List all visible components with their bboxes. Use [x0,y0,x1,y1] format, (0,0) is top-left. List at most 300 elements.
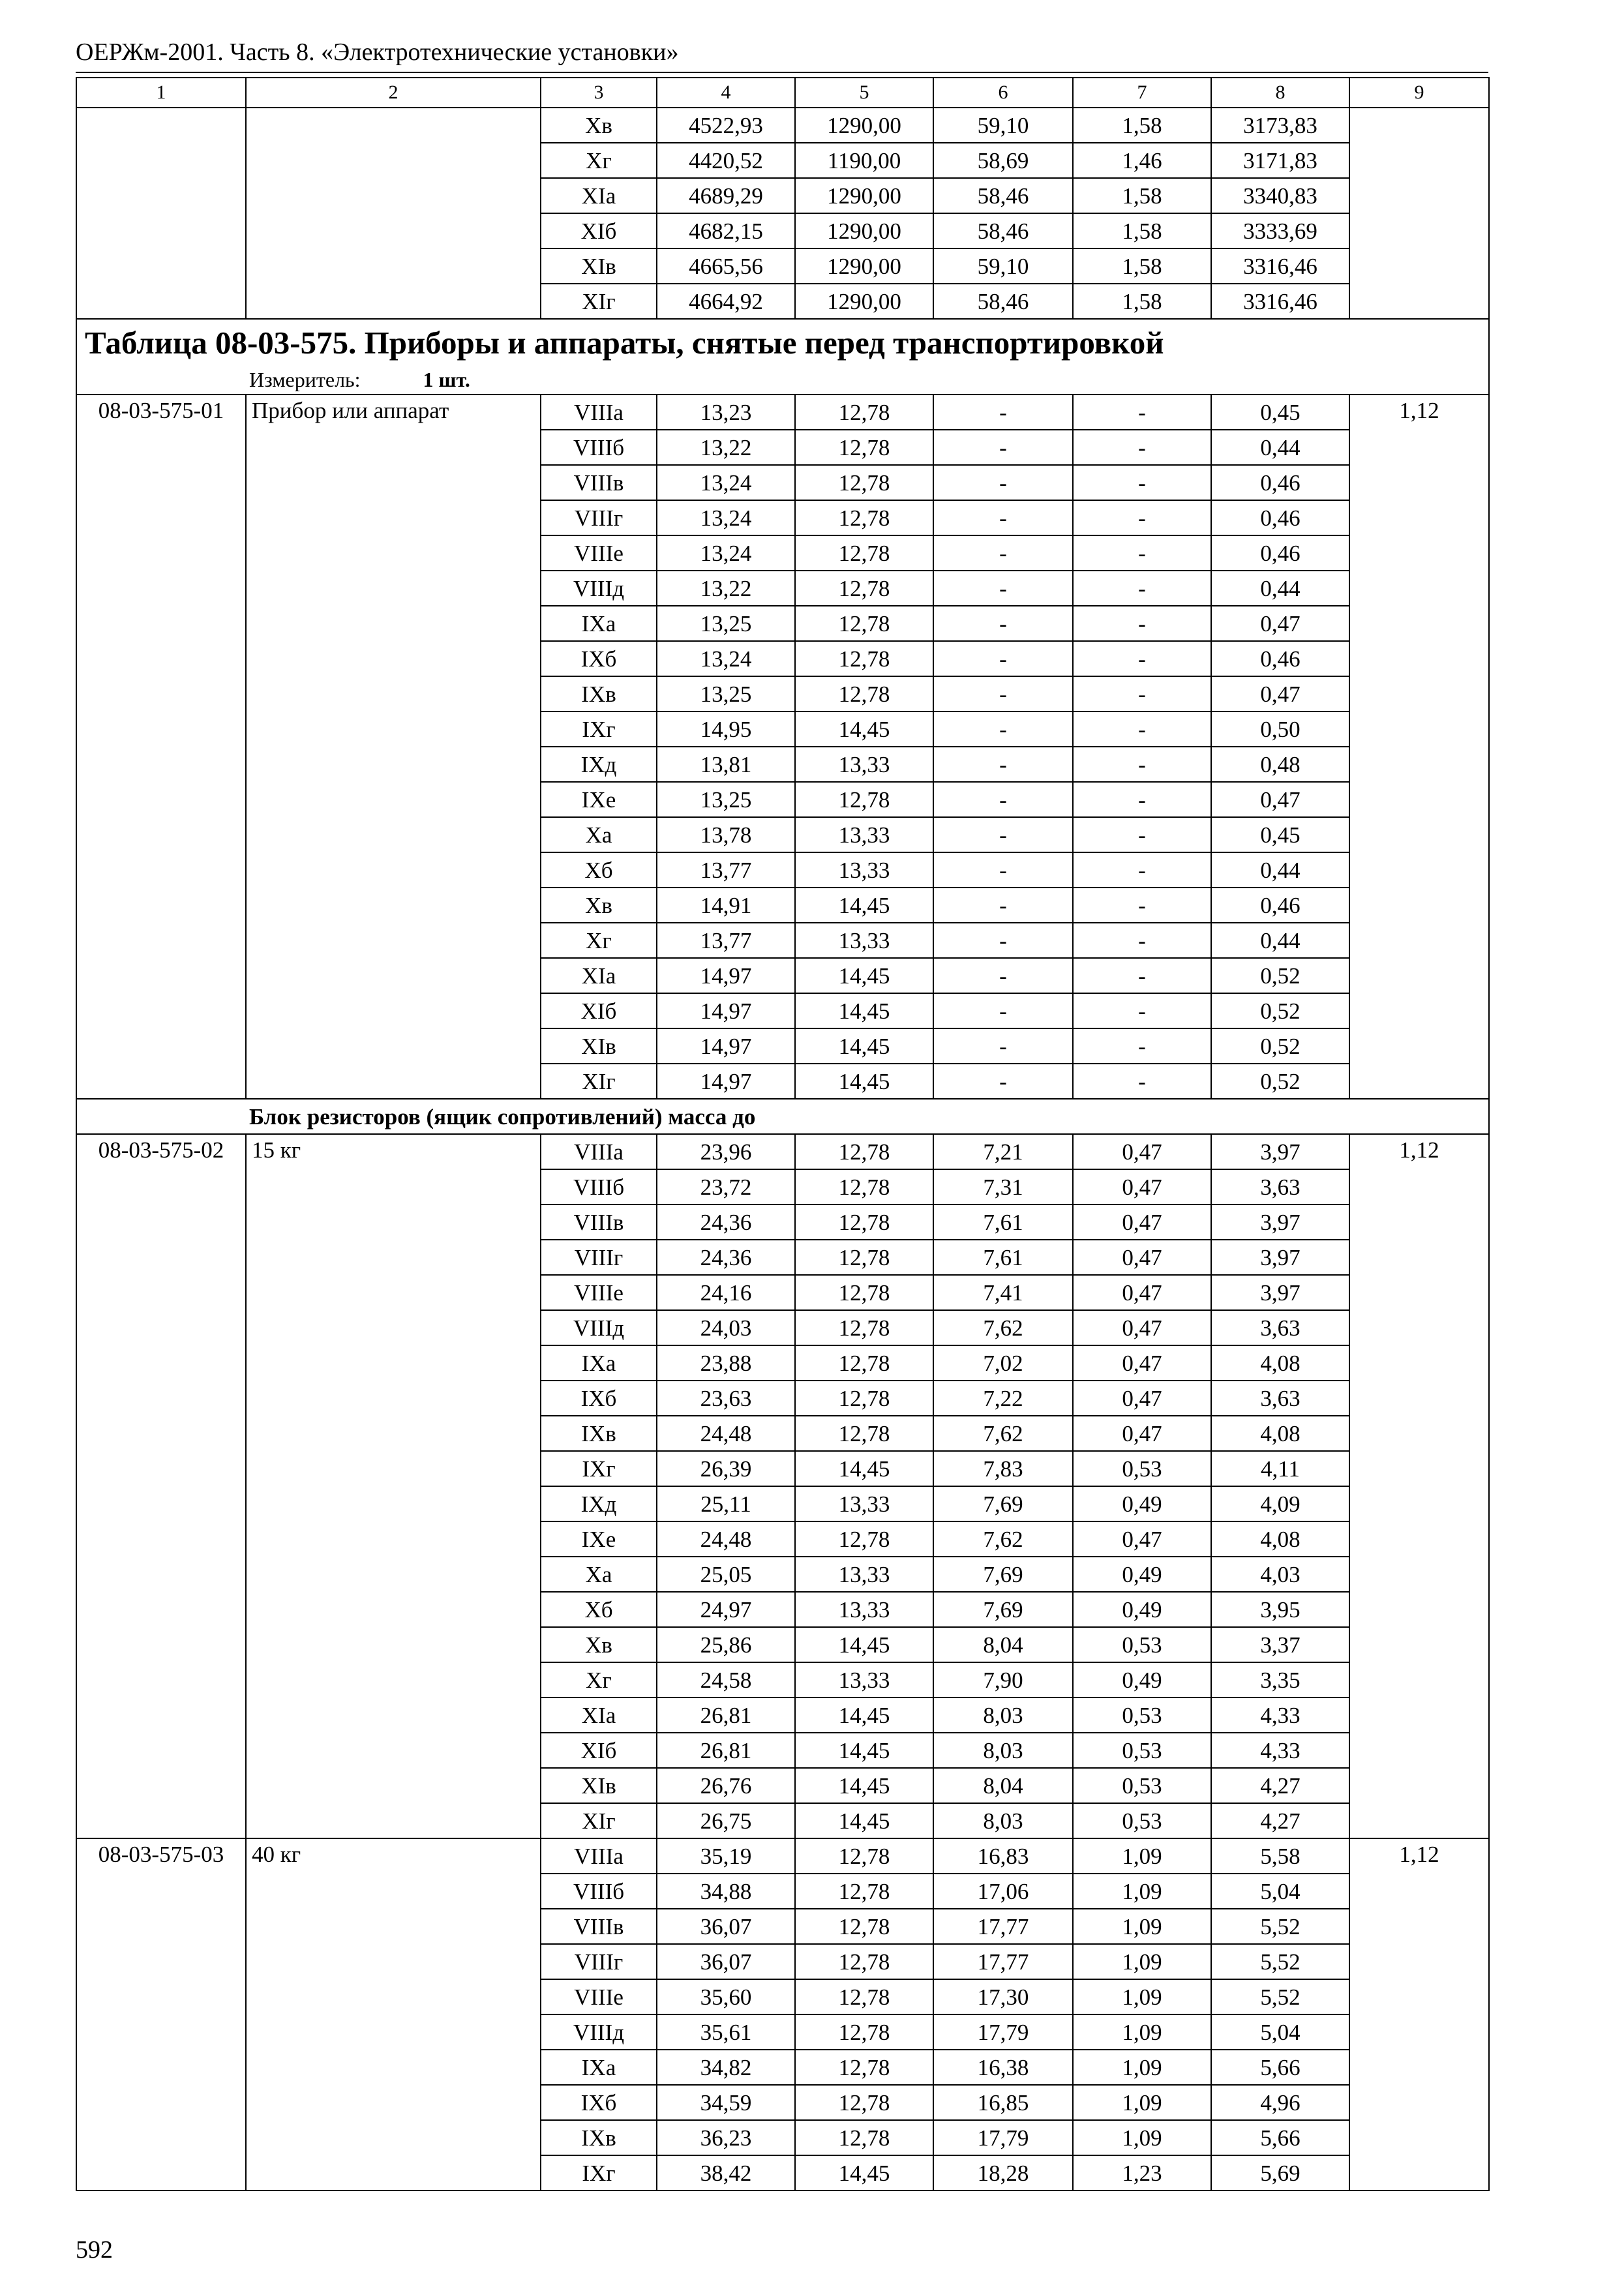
driver-wage-cell: - [1073,535,1211,571]
wage-cell: 12,78 [795,782,933,817]
machine-cell: 16,38 [933,2050,1073,2085]
machine-cell: - [933,535,1073,571]
material-cell: 4,33 [1211,1698,1349,1733]
wage-cell: 12,78 [795,1416,933,1451]
zone-cell: IXг [541,2155,657,2191]
material-cell: 0,52 [1211,1064,1349,1099]
page-header: ОЕРЖм-2001. Часть 8. «Электротехнические установки» [76,38,679,66]
driver-wage-cell: 1,09 [1073,2085,1211,2120]
zone-cell: VIIIд [541,571,657,606]
zone-cell: VIIIа [541,1838,657,1874]
driver-wage-cell: - [1073,923,1211,958]
driver-wage-cell: - [1073,1064,1211,1099]
wage-cell: 12,78 [795,1979,933,2014]
machine-cell: 17,79 [933,2120,1073,2155]
machine-cell: 7,62 [933,1310,1073,1345]
total-cost-cell: 23,88 [657,1345,795,1381]
wage-cell: 12,78 [795,1345,933,1381]
material-cell: 3,63 [1211,1381,1349,1416]
code-cell: 08-03-575-01 [76,395,246,1099]
zone-cell: VIIIб [541,1169,657,1204]
total-cost-cell: 38,42 [657,2155,795,2191]
total-cost-cell: 13,24 [657,535,795,571]
total-cost-cell: 14,91 [657,888,795,923]
zone-cell: ХIг [541,1803,657,1838]
zone-cell: Ха [541,1557,657,1592]
material-cell: 4,96 [1211,2085,1349,2120]
driver-wage-cell: 0,47 [1073,1134,1211,1169]
wage-cell: 14,45 [795,1451,933,1486]
zone-cell: Хг [541,143,657,178]
zone-cell: ХIв [541,248,657,284]
wage-cell: 13,33 [795,1662,933,1698]
machine-cell: 7,41 [933,1275,1073,1310]
total-cost-cell: 14,97 [657,993,795,1028]
header-rule [76,72,1488,73]
material-cell: 5,04 [1211,1874,1349,1909]
machine-cell: 8,03 [933,1698,1073,1733]
zone-cell: IXе [541,1521,657,1557]
driver-wage-cell: 1,58 [1073,213,1211,248]
driver-wage-cell: 1,09 [1073,1838,1211,1874]
driver-wage-cell: 0,47 [1073,1275,1211,1310]
driver-wage-cell: 0,47 [1073,1521,1211,1557]
machine-cell: 7,69 [933,1486,1073,1521]
zone-cell: Хб [541,1592,657,1627]
total-cost-cell: 34,88 [657,1874,795,1909]
machine-cell: 17,77 [933,1944,1073,1979]
machine-cell: 59,10 [933,248,1073,284]
wage-cell: 12,78 [795,465,933,500]
material-cell: 0,47 [1211,782,1349,817]
machine-cell: - [933,676,1073,711]
driver-wage-cell: 1,58 [1073,178,1211,213]
zone-cell: IXв [541,2120,657,2155]
driver-wage-cell: - [1073,747,1211,782]
wage-cell: 1290,00 [795,284,933,319]
zone-cell: IXв [541,676,657,711]
zone-cell: Хг [541,923,657,958]
total-cost-cell: 4522,93 [657,108,795,143]
wage-cell: 12,78 [795,430,933,465]
wage-cell: 13,33 [795,852,933,888]
table-title-row [76,319,1489,365]
machine-cell: - [933,747,1073,782]
table-row [76,1838,1489,1874]
driver-wage-cell: 0,53 [1073,1627,1211,1662]
driver-wage-cell: 1,58 [1073,248,1211,284]
total-cost-cell: 26,39 [657,1451,795,1486]
driver-wage-cell: 0,47 [1073,1416,1211,1451]
column-number: 5 [795,78,933,108]
machine-cell: - [933,606,1073,641]
driver-wage-cell: - [1073,500,1211,535]
wage-cell: 1290,00 [795,178,933,213]
wage-cell: 14,45 [795,1768,933,1803]
total-cost-cell: 24,03 [657,1310,795,1345]
zone-cell: ХIг [541,284,657,319]
total-cost-cell: 24,48 [657,1416,795,1451]
zone-cell: VIIIа [541,395,657,430]
total-cost-cell: 34,82 [657,2050,795,2085]
machine-cell: 17,06 [933,1874,1073,1909]
driver-wage-cell: - [1073,852,1211,888]
zone-cell: IXб [541,1381,657,1416]
total-cost-cell: 35,60 [657,1979,795,2014]
material-cell: 3,63 [1211,1310,1349,1345]
wage-cell: 14,45 [795,711,933,747]
total-cost-cell: 25,11 [657,1486,795,1521]
material-cell: 4,08 [1211,1521,1349,1557]
code-cell: 08-03-575-02 [76,1134,246,1838]
wage-cell: 12,78 [795,2050,933,2085]
code-cell: 08-03-575-03 [76,1838,246,2191]
machine-cell: 8,03 [933,1803,1073,1838]
material-cell: 3,63 [1211,1169,1349,1204]
material-cell: 0,47 [1211,676,1349,711]
material-cell: 3,95 [1211,1592,1349,1627]
zone-cell: ХIб [541,1733,657,1768]
total-cost-cell: 25,05 [657,1557,795,1592]
zone-cell: IXг [541,711,657,747]
table-row [76,108,1489,143]
zone-cell: ХIа [541,958,657,993]
name-cell [246,108,541,319]
material-cell: 0,45 [1211,395,1349,430]
zone-cell: Хг [541,1662,657,1698]
coef-cell: 1,12 [1349,395,1489,1099]
column-number: 6 [933,78,1073,108]
total-cost-cell: 34,59 [657,2085,795,2120]
total-cost-cell: 14,95 [657,711,795,747]
total-cost-cell: 13,25 [657,606,795,641]
zone-cell: ХIб [541,993,657,1028]
material-cell: 5,52 [1211,1979,1349,2014]
material-cell: 4,11 [1211,1451,1349,1486]
zone-cell: IXа [541,606,657,641]
zone-cell: IXв [541,1416,657,1451]
machine-cell: - [933,1028,1073,1064]
machine-cell: 8,04 [933,1768,1073,1803]
material-cell: 0,52 [1211,958,1349,993]
wage-cell: 12,78 [795,1275,933,1310]
material-cell: 3316,46 [1211,248,1349,284]
wage-cell: 12,78 [795,1944,933,1979]
machine-cell: 16,83 [933,1838,1073,1874]
wage-cell: 14,45 [795,1627,933,1662]
machine-cell: 58,46 [933,284,1073,319]
wage-cell: 14,45 [795,993,933,1028]
driver-wage-cell: 1,46 [1073,143,1211,178]
price-table [76,77,1490,2191]
zone-cell: VIIIе [541,1275,657,1310]
total-cost-cell: 26,81 [657,1733,795,1768]
wage-cell: 12,78 [795,1838,933,1874]
wage-cell: 12,78 [795,535,933,571]
total-cost-cell: 26,81 [657,1698,795,1733]
total-cost-cell: 26,75 [657,1803,795,1838]
driver-wage-cell: 0,47 [1073,1240,1211,1275]
driver-wage-cell: - [1073,711,1211,747]
zone-cell: ХIб [541,213,657,248]
zone-cell: VIIIг [541,1240,657,1275]
name-cell: 15 кг [246,1134,541,1838]
zone-cell: VIIIв [541,1204,657,1240]
column-number: 3 [541,78,657,108]
total-cost-cell: 13,24 [657,465,795,500]
material-cell: 3171,83 [1211,143,1349,178]
material-cell: 0,46 [1211,641,1349,676]
meter [76,365,1489,395]
machine-cell: - [933,817,1073,852]
driver-wage-cell: 1,09 [1073,2014,1211,2050]
wage-cell: 12,78 [795,571,933,606]
machine-cell: 16,85 [933,2085,1073,2120]
material-cell: 3340,83 [1211,178,1349,213]
column-number: 4 [657,78,795,108]
machine-cell: 7,31 [933,1169,1073,1204]
material-cell: 3,37 [1211,1627,1349,1662]
wage-cell: 13,33 [795,1557,933,1592]
total-cost-cell: 25,86 [657,1627,795,1662]
wage-cell: 12,78 [795,1909,933,1944]
column-number: 1 [76,78,246,108]
zone-cell: VIIIд [541,1310,657,1345]
total-cost-cell: 35,61 [657,2014,795,2050]
machine-cell: 58,46 [933,213,1073,248]
material-cell: 5,66 [1211,2050,1349,2085]
machine-cell: - [933,711,1073,747]
total-cost-cell: 24,97 [657,1592,795,1627]
driver-wage-cell: 0,47 [1073,1310,1211,1345]
driver-wage-cell: 0,47 [1073,1381,1211,1416]
material-cell: 0,50 [1211,711,1349,747]
zone-cell: VIIIг [541,1944,657,1979]
material-cell: 0,45 [1211,817,1349,852]
zone-cell: IXа [541,2050,657,2085]
machine-cell: - [933,923,1073,958]
total-cost-cell: 24,48 [657,1521,795,1557]
total-cost-cell: 13,24 [657,641,795,676]
wage-cell: 1290,00 [795,108,933,143]
material-cell: 5,52 [1211,1944,1349,1979]
machine-cell: - [933,395,1073,430]
material-cell: 4,03 [1211,1557,1349,1592]
block-heading: Блок резисторов (ящик сопротивлений) масса до [76,1099,1489,1134]
wage-cell: 14,45 [795,1803,933,1838]
material-cell: 0,44 [1211,430,1349,465]
zone-cell: Хв [541,108,657,143]
zone-cell: IXе [541,782,657,817]
material-cell: 0,46 [1211,535,1349,571]
total-cost-cell: 36,07 [657,1944,795,1979]
driver-wage-cell: - [1073,958,1211,993]
zone-cell: VIIIа [541,1134,657,1169]
zone-cell: IXд [541,747,657,782]
zone-cell: VIIIб [541,1874,657,1909]
driver-wage-cell: - [1073,817,1211,852]
wage-cell: 14,45 [795,888,933,923]
zone-cell: IXа [541,1345,657,1381]
wage-cell: 12,78 [795,1381,933,1416]
machine-cell: - [933,430,1073,465]
machine-cell: 8,04 [933,1627,1073,1662]
material-cell: 0,48 [1211,747,1349,782]
driver-wage-cell: - [1073,1028,1211,1064]
material-cell: 0,44 [1211,923,1349,958]
machine-cell: - [933,852,1073,888]
driver-wage-cell: 0,47 [1073,1169,1211,1204]
total-cost-cell: 24,58 [657,1662,795,1698]
material-cell: 0,52 [1211,1028,1349,1064]
name-cell: 40 кг [246,1838,541,2191]
wage-cell: 14,45 [795,1733,933,1768]
driver-wage-cell: - [1073,395,1211,430]
material-cell: 0,44 [1211,852,1349,888]
zone-cell: VIIIв [541,465,657,500]
zone-cell: VIIIг [541,500,657,535]
machine-cell: 8,03 [933,1733,1073,1768]
material-cell: 0,44 [1211,571,1349,606]
driver-wage-cell: 0,53 [1073,1733,1211,1768]
machine-cell: - [933,1064,1073,1099]
machine-cell: 7,83 [933,1451,1073,1486]
wage-cell: 12,78 [795,1310,933,1345]
material-cell: 3,97 [1211,1134,1349,1169]
zone-cell: IXб [541,2085,657,2120]
zone-cell: Хв [541,1627,657,1662]
total-cost-cell: 24,16 [657,1275,795,1310]
driver-wage-cell: 0,47 [1073,1345,1211,1381]
total-cost-cell: 14,97 [657,958,795,993]
total-cost-cell: 26,76 [657,1768,795,1803]
coef-cell: 1,12 [1349,1134,1489,1838]
total-cost-cell: 4664,92 [657,284,795,319]
wage-cell: 14,45 [795,2155,933,2191]
column-number: 2 [246,78,541,108]
total-cost-cell: 36,23 [657,2120,795,2155]
machine-cell: 7,21 [933,1134,1073,1169]
wage-cell: 13,33 [795,817,933,852]
machine-cell: 17,79 [933,2014,1073,2050]
material-cell: 3,97 [1211,1275,1349,1310]
total-cost-cell: 23,63 [657,1381,795,1416]
machine-cell: 58,69 [933,143,1073,178]
wage-cell: 12,78 [795,1874,933,1909]
column-number: 9 [1349,78,1489,108]
zone-cell: ХIг [541,1064,657,1099]
machine-cell: - [933,782,1073,817]
driver-wage-cell: 1,09 [1073,2120,1211,2155]
material-cell: 5,69 [1211,2155,1349,2191]
column-number: 8 [1211,78,1349,108]
section-heading-row [76,1099,1489,1134]
machine-cell: 59,10 [933,108,1073,143]
total-cost-cell: 4420,52 [657,143,795,178]
machine-cell: 7,61 [933,1240,1073,1275]
zone-cell: Ха [541,817,657,852]
material-cell: 0,52 [1211,993,1349,1028]
column-number: 7 [1073,78,1211,108]
total-cost-cell: 4689,29 [657,178,795,213]
material-cell: 3333,69 [1211,213,1349,248]
material-cell: 5,66 [1211,2120,1349,2155]
coef-cell [1349,108,1489,319]
material-cell: 3173,83 [1211,108,1349,143]
machine-cell: 17,77 [933,1909,1073,1944]
name-cell: Прибор или аппарат [246,395,541,1099]
code-cell [76,108,246,319]
total-cost-cell: 13,25 [657,676,795,711]
total-cost-cell: 36,07 [657,1909,795,1944]
machine-cell: - [933,500,1073,535]
material-cell: 5,52 [1211,1909,1349,1944]
total-cost-cell: 24,36 [657,1240,795,1275]
material-cell: 0,47 [1211,606,1349,641]
wage-cell: 12,78 [795,2120,933,2155]
driver-wage-cell: 1,58 [1073,108,1211,143]
machine-cell: 7,69 [933,1557,1073,1592]
total-cost-cell: 13,77 [657,852,795,888]
wage-cell: 12,78 [795,676,933,711]
driver-wage-cell: - [1073,606,1211,641]
meter-label: Измеритель: [249,368,361,391]
total-cost-cell: 23,96 [657,1134,795,1169]
wage-cell: 12,78 [795,500,933,535]
material-cell: 0,46 [1211,465,1349,500]
driver-wage-cell: 1,58 [1073,284,1211,319]
table-row [76,1134,1489,1169]
machine-cell: 7,62 [933,1416,1073,1451]
zone-cell: VIIIе [541,1979,657,2014]
zone-cell: ХIв [541,1768,657,1803]
zone-cell: IXб [541,641,657,676]
driver-wage-cell: - [1073,641,1211,676]
wage-cell: 14,45 [795,1028,933,1064]
machine-cell: 58,46 [933,178,1073,213]
wage-cell: 13,33 [795,747,933,782]
machine-cell: 7,90 [933,1662,1073,1698]
total-cost-cell: 24,36 [657,1204,795,1240]
total-cost-cell: 13,23 [657,395,795,430]
machine-cell: - [933,993,1073,1028]
material-cell: 5,04 [1211,2014,1349,2050]
wage-cell: 12,78 [795,1521,933,1557]
wage-cell: 1290,00 [795,248,933,284]
total-cost-cell: 13,25 [657,782,795,817]
table-title: Таблица 08-03-575. Приборы и аппараты, снятые перед транспортировкой [76,319,1489,365]
machine-cell: 7,22 [933,1381,1073,1416]
total-cost-cell: 23,72 [657,1169,795,1204]
zone-cell: ХIа [541,1698,657,1733]
wage-cell: 12,78 [795,1169,933,1204]
total-cost-cell: 13,22 [657,571,795,606]
wage-cell: 12,78 [795,606,933,641]
wage-cell: 12,78 [795,2014,933,2050]
driver-wage-cell: - [1073,430,1211,465]
material-cell: 0,46 [1211,500,1349,535]
column-number-row [76,78,1489,108]
material-cell: 3,35 [1211,1662,1349,1698]
zone-cell: VIIIв [541,1909,657,1944]
machine-cell: 7,61 [933,1204,1073,1240]
driver-wage-cell: 1,09 [1073,1979,1211,2014]
machine-cell: 18,28 [933,2155,1073,2191]
total-cost-cell: 14,97 [657,1028,795,1064]
machine-cell: 17,30 [933,1979,1073,2014]
wage-cell: 13,33 [795,923,933,958]
material-cell: 3,97 [1211,1240,1349,1275]
